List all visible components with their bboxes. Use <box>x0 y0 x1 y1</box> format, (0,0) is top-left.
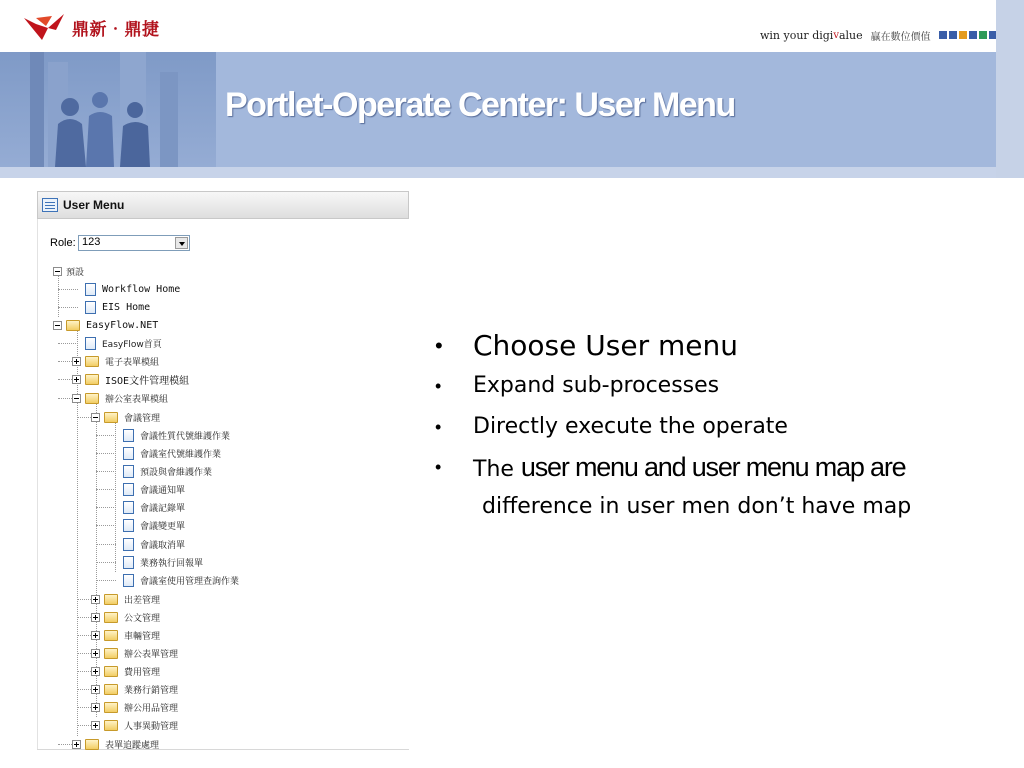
color-square <box>949 31 957 39</box>
tree-folder-node[interactable] <box>72 736 159 752</box>
document-icon <box>85 337 96 350</box>
tree-node-label: 車輛管理 <box>124 631 161 642</box>
banner-photo <box>0 52 216 167</box>
folder-icon <box>104 612 118 623</box>
bullet-marker: • <box>435 457 442 477</box>
bullet-item <box>435 328 738 364</box>
logo-mark-icon <box>22 12 66 42</box>
expand-icon[interactable] <box>91 685 100 694</box>
folder-icon <box>104 648 118 659</box>
collapse-icon[interactable] <box>72 394 81 403</box>
tree-folder-node[interactable] <box>91 663 160 679</box>
expand-icon[interactable] <box>91 613 100 622</box>
tree-leaf-node[interactable] <box>110 572 239 588</box>
tree-leaf-node[interactable] <box>110 427 230 443</box>
collapse-icon[interactable] <box>91 413 100 422</box>
tree-node-label: 業務執行回報單 <box>140 558 204 569</box>
tree-node-label: 會議性質代號維護作業 <box>140 431 231 442</box>
role-select[interactable] <box>78 235 190 251</box>
tree-node-label: Workflow Home <box>102 283 181 295</box>
tree-node-label: 會議變更單 <box>140 521 186 532</box>
portlet-menu-icon <box>42 198 58 212</box>
tree-node-label: 會議室代號維護作業 <box>140 449 222 460</box>
tree-node-label: 會議取消單 <box>140 540 186 551</box>
tree-leaf-node[interactable] <box>110 445 221 461</box>
role-select-value: 123 <box>82 236 101 248</box>
folder-icon <box>104 684 118 695</box>
expand-icon[interactable] <box>91 667 100 676</box>
tree-leaf-node[interactable] <box>72 335 162 351</box>
collapse-icon[interactable] <box>53 267 62 276</box>
tree-folder-node[interactable] <box>53 317 158 333</box>
bullet-text: Expand sub-processes <box>473 373 720 398</box>
expand-icon[interactable] <box>91 631 100 640</box>
document-icon <box>123 483 134 496</box>
slogan-post: alue <box>838 28 863 42</box>
document-icon <box>123 465 134 478</box>
slogan-chinese: 贏在數位價值 <box>870 31 931 43</box>
tree-leaf-node[interactable] <box>110 536 185 552</box>
folder-icon <box>104 720 118 731</box>
tree-folder-node[interactable] <box>91 699 178 715</box>
tree-folder-node[interactable] <box>72 371 189 387</box>
bullet-item <box>435 452 905 485</box>
folder-icon <box>104 412 118 423</box>
document-icon <box>123 519 134 532</box>
logo-text: 鼎新‧鼎捷 <box>72 19 160 40</box>
folder-icon <box>104 666 118 677</box>
tree-node-label: 人事異動管理 <box>124 721 179 732</box>
tree-node-label: 會議室使用管理查詢作業 <box>140 576 240 587</box>
document-icon <box>85 301 96 314</box>
company-logo <box>22 12 160 42</box>
slogan-mark: v <box>833 29 839 41</box>
banner-right-edge <box>996 0 1024 178</box>
expand-icon[interactable] <box>91 649 100 658</box>
chevron-down-icon[interactable] <box>175 237 188 249</box>
tree-leaf-node[interactable] <box>110 499 185 515</box>
bullet-marker: • <box>435 333 443 358</box>
tree-node-label: 會議管理 <box>124 413 161 424</box>
banner-separator <box>0 167 1024 178</box>
tree-leaf-node[interactable] <box>110 517 185 533</box>
tree-node-label: 業務行銷管理 <box>124 685 179 696</box>
tree-folder-node[interactable] <box>91 409 160 425</box>
expand-icon[interactable] <box>91 721 100 730</box>
bullet-text-part: user menu and user menu map are <box>520 452 906 482</box>
tree-node-label: ISOE文件管理模組 <box>105 375 190 387</box>
tree-leaf-node[interactable] <box>110 554 203 570</box>
tree-folder-node[interactable] <box>91 591 160 607</box>
portlet-title: User Menu <box>63 198 125 212</box>
document-icon <box>123 538 134 551</box>
bullet-text <box>473 452 905 485</box>
tree-node-label: 費用管理 <box>124 667 161 678</box>
tree-leaf-node[interactable] <box>110 463 212 479</box>
tree-folder-node[interactable] <box>91 627 160 643</box>
expand-icon[interactable] <box>72 740 81 749</box>
bullet-marker: • <box>435 417 442 437</box>
tree-node-label: 預設與會維護作業 <box>140 467 213 478</box>
bullet-item <box>435 412 788 442</box>
bullet-continuation: difference in user men don’t have map <box>482 494 912 519</box>
expand-icon[interactable] <box>91 595 100 604</box>
tree-node-label: 辦公室表單模組 <box>105 394 169 405</box>
tree-folder-node[interactable] <box>72 390 168 406</box>
folder-icon <box>104 630 118 641</box>
tree-node-label: 預設 <box>66 267 85 278</box>
expand-icon[interactable] <box>72 357 81 366</box>
bullet-text: Directly execute the operate <box>473 414 788 439</box>
folder-icon <box>85 393 99 404</box>
tree-folder-node[interactable] <box>91 645 178 661</box>
slide-title: Portlet-Operate Center: User Menu <box>225 86 735 124</box>
color-square <box>959 31 967 39</box>
bullet-marker: • <box>435 376 442 396</box>
tree-node-label: EIS Home <box>102 301 151 313</box>
tree-folder-node[interactable] <box>53 263 84 279</box>
tree-folder-node[interactable] <box>91 681 178 697</box>
document-icon <box>123 501 134 514</box>
folder-icon <box>85 739 99 750</box>
slogan <box>760 27 999 43</box>
tree-node-label: 電子表單模組 <box>105 357 160 368</box>
role-label: Role: <box>50 237 76 249</box>
portlet-border <box>37 219 38 749</box>
color-square <box>979 31 987 39</box>
document-icon <box>123 447 134 460</box>
tree-node-label: 辦公表單管理 <box>124 649 179 660</box>
expand-icon[interactable] <box>72 375 81 384</box>
tree-leaf-node[interactable] <box>72 281 180 297</box>
document-icon <box>123 574 134 587</box>
folder-icon <box>104 702 118 713</box>
folder-icon <box>104 594 118 605</box>
portlet-header <box>37 191 409 219</box>
slogan-pre: win your digi <box>760 28 834 42</box>
bullet-text: Choose User menu <box>473 329 738 362</box>
document-icon <box>123 556 134 569</box>
tree-node-label: 公文管理 <box>124 613 161 624</box>
color-squares <box>939 31 999 39</box>
tree-folder-node[interactable] <box>91 717 178 733</box>
document-icon <box>123 429 134 442</box>
tree-folder-node[interactable] <box>91 609 160 625</box>
folder-icon <box>66 320 80 331</box>
color-square <box>939 31 947 39</box>
tree-node-label: EasyFlow.NET <box>86 319 159 331</box>
tree-leaf-node[interactable] <box>110 481 185 497</box>
tree-leaf-node[interactable] <box>72 299 150 315</box>
folder-icon <box>85 374 99 385</box>
tree-node-label: EasyFlow首頁 <box>102 339 162 350</box>
expand-icon[interactable] <box>91 703 100 712</box>
tree-folder-node[interactable] <box>72 353 159 369</box>
collapse-icon[interactable] <box>53 321 62 330</box>
bullet-item <box>435 371 719 401</box>
bullet-text-part: The <box>473 457 521 482</box>
tree-node-label: 辦公用品管理 <box>124 703 179 714</box>
folder-icon <box>85 356 99 367</box>
tree-node-label: 表單追蹤處理 <box>105 740 160 751</box>
tree-node-label: 出差管理 <box>124 595 161 606</box>
document-icon <box>85 283 96 296</box>
tree-node-label: 會議通知單 <box>140 485 186 496</box>
tree-node-label: 會議記錄單 <box>140 503 186 514</box>
color-square <box>969 31 977 39</box>
